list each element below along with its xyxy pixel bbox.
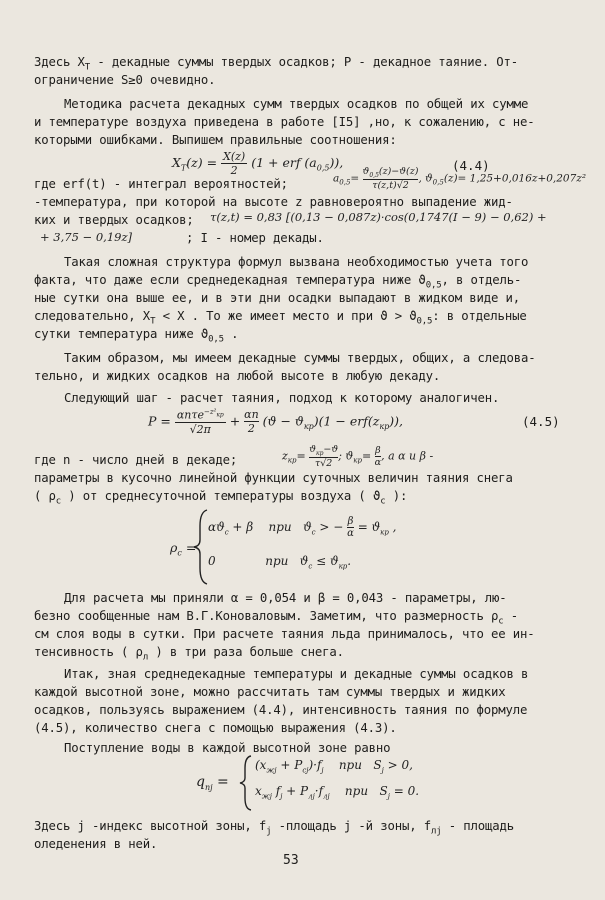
formula-4-4-tau: τ(z,t) = 0,83 [(0,13 − 0,087z)·cos(0,1747(I − 9) − 0,62) + <box>210 210 547 224</box>
text-line: безно сообщенные нам В.Г.Коноваловым. Заметим, что размерность $\rho_c$ - <box>34 609 519 627</box>
text-line: тенсивность ( $\rho_л$ ) в три раза больше снега. <box>34 645 344 663</box>
formula-q-lhs: $q_{nj}$ = <box>196 774 229 792</box>
text-line: которыми ошибками. Выпишем правильные соотношения: <box>34 133 397 147</box>
paragraph-start: Итак, зная среднедекадные температуры и декадные суммы осадков в <box>64 667 529 681</box>
formula-q-case1: $(x_{жj} + P_{cj})\cdot f_j$ при $S_j > 0$, <box>255 758 413 775</box>
paragraph-start: Таким образом, мы имеем декадные суммы твердых, общих, а следова- <box>64 351 536 365</box>
text-line: где erf(t) - интеграл вероятностей; <box>34 177 288 191</box>
text-line: ные сутки она выше ее, и в эти дни осадки выпадают в жидком виде и, <box>34 291 520 305</box>
text-line: факта, что даже если среднедекадная температура ниже $ϑ_{0,5}$, в отдель- <box>34 273 522 291</box>
text-line: ( $\rho_c$ ) от среднесуточной температуры воздуха ( $ϑ_c$ ): <box>34 489 408 507</box>
formula-rho-c-lhs: $\rho_c$ = <box>170 540 197 558</box>
text-line: следовательно, $X_T < X$ . То же имеет место и при $ϑ > ϑ_{0,5}$: в отдельные <box>34 309 527 327</box>
text-line: параметры в кусочно линейной функции суточных величин таяния снега <box>34 471 513 485</box>
formula-4-4-main: $X_T(z)$ = $\frac{X(z)}{2}$ (1 + erf $(a_{0,5})$), <box>172 150 344 177</box>
text-line: Здесь $X_T$ - декадные суммы твердых осадков; P - декадное таяние. От- <box>34 55 519 73</box>
text-line: осадков, пользуясь выражением (4.4), интенсивность таяния по формуле <box>34 703 528 717</box>
equation-number: (4.4) <box>452 158 490 173</box>
formula-4-4-a: $a_{0,5}=$ $\frac{ϑ_{0,5}(z)-ϑ(z)}{\tau(z,t)√2}$ , $ϑ_{0,5}(z)= 1,25+0,016z+0,207z^2$ <box>333 166 587 191</box>
text-line: каждой высотной зоне, можно рассчитать там суммы твердых и жидких <box>34 685 506 699</box>
text-line: где n - число дней в декаде; <box>34 453 238 467</box>
page-number: 53 <box>283 853 299 868</box>
formula-4-5-defs: $z_{кр}=$ $ϑ_{кр}-ϑ$ τ√2 ; $ϑ_{кр}=$ $\frac{\beta}{\alpha}$ , a α u β - <box>282 444 434 469</box>
text-line: сутки температура ниже $ϑ_{0,5}$ . <box>34 327 239 345</box>
text-line: оледенения в ней. <box>34 837 158 851</box>
paragraph-start: Поступление воды в каждой высотной зоне равно <box>64 741 391 755</box>
text-line: тельно, и жидких осадков на любой высоте в любую декаду. <box>34 369 441 383</box>
paragraph-start: Следующий шаг - расчет таяния, подход к которому аналогичен. <box>64 391 500 405</box>
brace-icon <box>238 754 256 812</box>
formula-4-5: P = αnτe$^{-z^2_{кр}}$ √2π + $\frac{\alpha n}{2}$ $(ϑ - ϑ_{кр})(1 - erf(z_{кр}))$, <box>148 408 403 436</box>
text-line: ких и твердых осадков; <box>34 213 194 227</box>
formula-rho-c-case2: 0 при $ϑ_c \le ϑ_{кр}$. <box>208 554 352 571</box>
formula-q-case2: $x_{жj}$ $f_j + P_{лj}\cdot f_{лj}$ при $S_j = 0$. <box>255 784 420 801</box>
text-line: (4.5), количество снега с помощью выражения (4.3). <box>34 721 397 735</box>
text-line: и температуре воздуха приведена в работе [I5] ,но, к сожалению, с не- <box>34 115 535 129</box>
paragraph-start: Такая сложная структура формул вызвана необходимостью учета того <box>64 255 529 269</box>
text-line: -температура, при которой на высоте z равновероятно выпадение жид- <box>34 195 513 209</box>
paragraph-start: Методика расчета декадных сумм твердых осадков по общей их сумме <box>64 97 529 111</box>
formula-4-4-tau-cont: + 3,75 − 0,19z] <box>40 230 132 244</box>
text-line: ; I - номер декады. <box>186 231 324 245</box>
equation-number: (4.5) <box>522 414 560 429</box>
formula-rho-c-case1: $\alpha ϑ_c + \beta$ при $ϑ_c$ > − $\frac{\beta}{\alpha}$ = $ϑ_{кр}$ , <box>208 516 397 539</box>
text-line: см слоя воды в сутки. При расчете таяния льда принималось, что ее ин- <box>34 627 535 641</box>
text-line: Здесь j -индекс высотной зоны, $f_j$ -площадь j -й зоны, $f_{лj}$ - площадь <box>34 819 515 837</box>
text-line: ограничение S≥0 очевидно. <box>34 73 216 87</box>
paragraph-start: Для расчета мы приняли α = 0,054 и β = 0,043 - параметры, лю- <box>64 591 507 605</box>
